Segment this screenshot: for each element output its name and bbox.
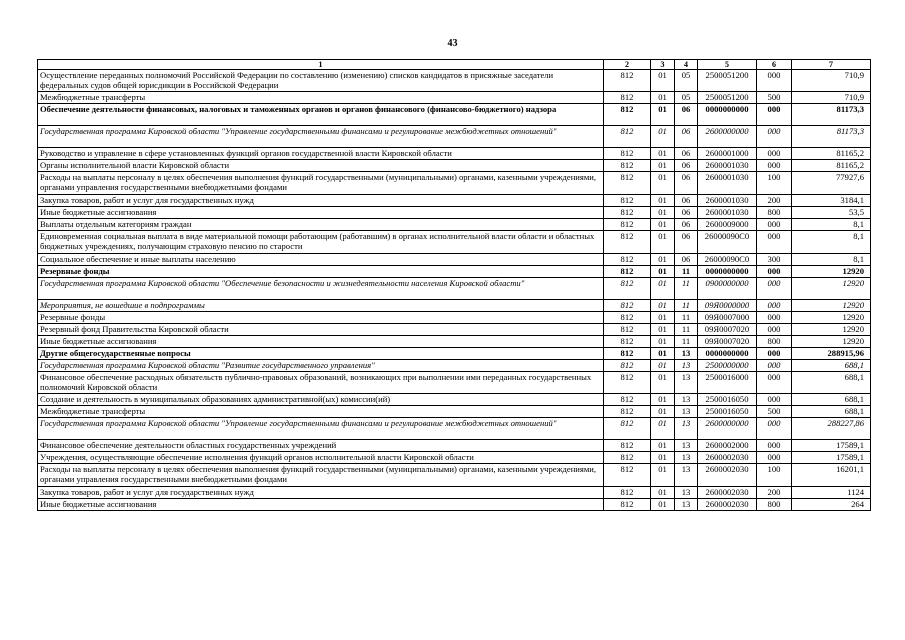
header-row bbox=[38, 60, 871, 70]
section-code-cell: 01 bbox=[651, 464, 675, 487]
amount-cell: 81165,2 bbox=[792, 148, 871, 160]
ved-code-cell: 812 bbox=[604, 104, 651, 126]
row-name-cell: Расходы на выплаты персоналу в целях обеспечения выполнения функций государственными (муниципальными) органами, казенными учреждениями, органами управления государственными внебюджетными фондами bbox=[38, 172, 604, 195]
row-name-cell: Расходы на выплаты персоналу в целях обеспечения выполнения функций государственными (муниципальными) органами, казенными учреждениями, органами управления государственными внебюджетными фондами bbox=[38, 464, 604, 487]
expense-type-cell: 800 bbox=[757, 336, 792, 348]
target-article-cell: 0000000000 bbox=[698, 348, 757, 360]
row-name-cell: Руководство и управление в сфере установленных функций органов государственной власти Кировской области bbox=[38, 148, 604, 160]
amount-cell: 688,1 bbox=[792, 394, 871, 406]
expense-type-cell: 000 bbox=[757, 278, 792, 300]
budget-table bbox=[37, 59, 871, 511]
subsection-code-cell: 13 bbox=[675, 394, 698, 406]
expense-type-cell: 500 bbox=[757, 406, 792, 418]
subsection-code-cell: 13 bbox=[675, 487, 698, 499]
table-row bbox=[38, 148, 871, 160]
amount-cell: 12920 bbox=[792, 324, 871, 336]
section-code-cell: 01 bbox=[651, 487, 675, 499]
target-article-cell: 26000090С0 bbox=[698, 254, 757, 266]
table-row bbox=[38, 418, 871, 440]
ved-code-cell: 812 bbox=[604, 207, 651, 219]
ved-code-cell: 812 bbox=[604, 464, 651, 487]
ved-code-cell: 812 bbox=[604, 406, 651, 418]
target-article-cell: 2500051200 bbox=[698, 92, 757, 104]
section-code-cell: 01 bbox=[651, 266, 675, 278]
subsection-code-cell: 13 bbox=[675, 360, 698, 372]
target-article-cell: 2600002030 bbox=[698, 487, 757, 499]
expense-type-cell: 000 bbox=[757, 324, 792, 336]
section-code-cell: 01 bbox=[651, 219, 675, 231]
section-code-cell: 01 bbox=[651, 394, 675, 406]
expense-type-cell: 000 bbox=[757, 160, 792, 172]
subsection-code-cell: 06 bbox=[675, 126, 698, 148]
target-article-cell: 2500016050 bbox=[698, 394, 757, 406]
target-article-cell: 09Я0007020 bbox=[698, 324, 757, 336]
ved-code-cell: 812 bbox=[604, 172, 651, 195]
section-code-cell: 01 bbox=[651, 324, 675, 336]
subsection-code-cell: 13 bbox=[675, 372, 698, 394]
row-name-cell: Мероприятия, не вошедшие в подпрограммы bbox=[38, 300, 604, 312]
expense-type-cell: 000 bbox=[757, 104, 792, 126]
row-name-cell: Единовременная социальная выплата в виде материальной помощи работающим (работавшим) в органах исполнительной власти области и областных бюджетных учреждениях, получающим страховую пенсию по старости bbox=[38, 231, 604, 254]
amount-cell: 16201,1 bbox=[792, 464, 871, 487]
subsection-code-cell: 13 bbox=[675, 348, 698, 360]
subsection-code-cell: 06 bbox=[675, 148, 698, 160]
row-name-cell: Резервные фонды bbox=[38, 312, 604, 324]
amount-cell: 688,1 bbox=[792, 360, 871, 372]
header-cell-amount: 7 bbox=[792, 60, 871, 70]
ved-code-cell: 812 bbox=[604, 254, 651, 266]
subsection-code-cell: 06 bbox=[675, 172, 698, 195]
table-row bbox=[38, 207, 871, 219]
table-row bbox=[38, 312, 871, 324]
table-row bbox=[38, 487, 871, 499]
row-name-cell: Социальное обеспечение и иные выплаты населению bbox=[38, 254, 604, 266]
subsection-code-cell: 06 bbox=[675, 231, 698, 254]
expense-type-cell: 000 bbox=[757, 300, 792, 312]
section-code-cell: 01 bbox=[651, 195, 675, 207]
expense-type-cell: 000 bbox=[757, 70, 792, 92]
table-row bbox=[38, 278, 871, 300]
ved-code-cell: 812 bbox=[604, 348, 651, 360]
row-name-cell: Государственная программа Кировской области "Обеспечение безопасности и жизнедеятельности населения Кировской области" bbox=[38, 278, 604, 300]
target-article-cell: 0000000000 bbox=[698, 104, 757, 126]
section-code-cell: 01 bbox=[651, 278, 675, 300]
row-name-cell: Иные бюджетные ассигнования bbox=[38, 207, 604, 219]
header-cell-name: 1 bbox=[38, 60, 604, 70]
table-row bbox=[38, 372, 871, 394]
amount-cell: 288227,86 bbox=[792, 418, 871, 440]
subsection-code-cell: 13 bbox=[675, 440, 698, 452]
table-row bbox=[38, 336, 871, 348]
amount-cell: 1124 bbox=[792, 487, 871, 499]
row-name-cell: Межбюджетные трансферты bbox=[38, 406, 604, 418]
section-code-cell: 01 bbox=[651, 254, 675, 266]
target-article-cell: 2600009000 bbox=[698, 219, 757, 231]
row-name-cell: Осуществление переданных полномочий Российской Федерации по составлению (изменению) списков кандидатов в присяжные заседатели федеральных судов общей юрисдикции в Российской Федерации bbox=[38, 70, 604, 92]
ved-code-cell: 812 bbox=[604, 360, 651, 372]
ved-code-cell: 812 bbox=[604, 300, 651, 312]
amount-cell: 8,1 bbox=[792, 231, 871, 254]
row-name-cell: Обеспечение деятельности финансовых, налоговых и таможенных органов и органов финансового (финансово-бюджетного) надзора bbox=[38, 104, 604, 126]
subsection-code-cell: 06 bbox=[675, 254, 698, 266]
expense-type-cell: 200 bbox=[757, 195, 792, 207]
row-name-cell: Резервные фонды bbox=[38, 266, 604, 278]
amount-cell: 12920 bbox=[792, 266, 871, 278]
amount-cell: 77927,6 bbox=[792, 172, 871, 195]
row-name-cell: Другие общегосударственные вопросы bbox=[38, 348, 604, 360]
amount-cell: 710,9 bbox=[792, 70, 871, 92]
table-row bbox=[38, 219, 871, 231]
amount-cell: 12920 bbox=[792, 278, 871, 300]
ved-code-cell: 812 bbox=[604, 440, 651, 452]
table-row bbox=[38, 452, 871, 464]
subsection-code-cell: 11 bbox=[675, 324, 698, 336]
ved-code-cell: 812 bbox=[604, 148, 651, 160]
ved-code-cell: 812 bbox=[604, 336, 651, 348]
table-row bbox=[38, 70, 871, 92]
section-code-cell: 01 bbox=[651, 452, 675, 464]
table-row bbox=[38, 348, 871, 360]
section-code-cell: 01 bbox=[651, 440, 675, 452]
expense-type-cell: 000 bbox=[757, 418, 792, 440]
expense-type-cell: 000 bbox=[757, 452, 792, 464]
table-row bbox=[38, 300, 871, 312]
expense-type-cell: 000 bbox=[757, 440, 792, 452]
table-row bbox=[38, 92, 871, 104]
target-article-cell: 2600002000 bbox=[698, 440, 757, 452]
target-article-cell: 2600002030 bbox=[698, 464, 757, 487]
row-name-cell: Иные бюджетные ассигнования bbox=[38, 499, 604, 511]
table-row bbox=[38, 195, 871, 207]
row-name-cell: Органы исполнительной власти Кировской области bbox=[38, 160, 604, 172]
header-cell-target-article: 5 bbox=[698, 60, 757, 70]
target-article-cell: 2500051200 bbox=[698, 70, 757, 92]
ved-code-cell: 812 bbox=[604, 126, 651, 148]
row-name-cell: Финансовое обеспечение расходных обязательств публично-правовых образований, возникающих при выполнении ими переданных государственных полномочий Кировской области bbox=[38, 372, 604, 394]
section-code-cell: 01 bbox=[651, 172, 675, 195]
expense-type-cell: 100 bbox=[757, 464, 792, 487]
section-code-cell: 01 bbox=[651, 336, 675, 348]
amount-cell: 53,5 bbox=[792, 207, 871, 219]
amount-cell: 17589,1 bbox=[792, 440, 871, 452]
section-code-cell: 01 bbox=[651, 499, 675, 511]
subsection-code-cell: 06 bbox=[675, 160, 698, 172]
amount-cell: 688,1 bbox=[792, 406, 871, 418]
section-code-cell: 01 bbox=[651, 231, 675, 254]
subsection-code-cell: 11 bbox=[675, 300, 698, 312]
amount-cell: 12920 bbox=[792, 336, 871, 348]
expense-type-cell: 500 bbox=[757, 92, 792, 104]
table-row bbox=[38, 160, 871, 172]
amount-cell: 17589,1 bbox=[792, 452, 871, 464]
subsection-code-cell: 06 bbox=[675, 104, 698, 126]
expense-type-cell: 000 bbox=[757, 231, 792, 254]
amount-cell: 81173,3 bbox=[792, 104, 871, 126]
expense-type-cell: 000 bbox=[757, 312, 792, 324]
row-name-cell: Государственная программа Кировской области "Развитие государственного управления" bbox=[38, 360, 604, 372]
section-code-cell: 01 bbox=[651, 92, 675, 104]
section-code-cell: 01 bbox=[651, 312, 675, 324]
section-code-cell: 01 bbox=[651, 160, 675, 172]
row-name-cell: Финансовое обеспечение деятельности областных государственных учреждений bbox=[38, 440, 604, 452]
target-article-cell: 2600002030 bbox=[698, 452, 757, 464]
ved-code-cell: 812 bbox=[604, 324, 651, 336]
row-name-cell: Государственная программа Кировской области "Управление государственными финансами и регулирование межбюджетных отношений" bbox=[38, 126, 604, 148]
table-row bbox=[38, 254, 871, 266]
target-article-cell: 2600000000 bbox=[698, 418, 757, 440]
target-article-cell: 2600001000 bbox=[698, 148, 757, 160]
section-code-cell: 01 bbox=[651, 300, 675, 312]
row-name-cell: Закупка товаров, работ и услуг для государственных нужд bbox=[38, 195, 604, 207]
row-name-cell: Учреждения, осуществляющие обеспечение исполнения функций органов исполнительной власти Кировской области bbox=[38, 452, 604, 464]
target-article-cell: 2500016050 bbox=[698, 406, 757, 418]
amount-cell: 688,1 bbox=[792, 372, 871, 394]
subsection-code-cell: 13 bbox=[675, 406, 698, 418]
ved-code-cell: 812 bbox=[604, 92, 651, 104]
row-name-cell: Выплаты отдельным категориям граждан bbox=[38, 219, 604, 231]
target-article-cell: 2600002030 bbox=[698, 499, 757, 511]
table-row bbox=[38, 231, 871, 254]
table-row bbox=[38, 394, 871, 406]
table-row bbox=[38, 499, 871, 511]
section-code-cell: 01 bbox=[651, 104, 675, 126]
target-article-cell: 26000090С0 bbox=[698, 231, 757, 254]
table-row bbox=[38, 266, 871, 278]
subsection-code-cell: 13 bbox=[675, 499, 698, 511]
target-article-cell: 09Я0000000 bbox=[698, 300, 757, 312]
subsection-code-cell: 11 bbox=[675, 336, 698, 348]
header-cell-subsection: 4 bbox=[675, 60, 698, 70]
amount-cell: 12920 bbox=[792, 300, 871, 312]
row-name-cell: Иные бюджетные ассигнования bbox=[38, 336, 604, 348]
ved-code-cell: 812 bbox=[604, 372, 651, 394]
ved-code-cell: 812 bbox=[604, 452, 651, 464]
target-article-cell: 09Я0007020 bbox=[698, 336, 757, 348]
table-row bbox=[38, 440, 871, 452]
expense-type-cell: 100 bbox=[757, 172, 792, 195]
expense-type-cell: 000 bbox=[757, 360, 792, 372]
table-body bbox=[38, 70, 871, 511]
amount-cell: 81173,3 bbox=[792, 126, 871, 148]
ved-code-cell: 812 bbox=[604, 278, 651, 300]
ved-code-cell: 812 bbox=[604, 219, 651, 231]
section-code-cell: 01 bbox=[651, 372, 675, 394]
page-number: 43 bbox=[447, 38, 458, 49]
subsection-code-cell: 11 bbox=[675, 278, 698, 300]
expense-type-cell: 800 bbox=[757, 207, 792, 219]
expense-type-cell: 000 bbox=[757, 348, 792, 360]
target-article-cell: 2600001030 bbox=[698, 172, 757, 195]
ved-code-cell: 812 bbox=[604, 499, 651, 511]
amount-cell: 288915,96 bbox=[792, 348, 871, 360]
target-article-cell: 0000000000 bbox=[698, 266, 757, 278]
section-code-cell: 01 bbox=[651, 406, 675, 418]
target-article-cell: 2500000000 bbox=[698, 360, 757, 372]
expense-type-cell: 000 bbox=[757, 219, 792, 231]
subsection-code-cell: 05 bbox=[675, 92, 698, 104]
subsection-code-cell: 05 bbox=[675, 70, 698, 92]
expense-type-cell: 000 bbox=[757, 266, 792, 278]
ved-code-cell: 812 bbox=[604, 266, 651, 278]
section-code-cell: 01 bbox=[651, 126, 675, 148]
expense-type-cell: 000 bbox=[757, 394, 792, 406]
target-article-cell: 2600001030 bbox=[698, 160, 757, 172]
table-row bbox=[38, 360, 871, 372]
ved-code-cell: 812 bbox=[604, 418, 651, 440]
subsection-code-cell: 11 bbox=[675, 266, 698, 278]
target-article-cell: 2500016000 bbox=[698, 372, 757, 394]
ved-code-cell: 812 bbox=[604, 487, 651, 499]
ved-code-cell: 812 bbox=[604, 70, 651, 92]
subsection-code-cell: 13 bbox=[675, 464, 698, 487]
amount-cell: 8,1 bbox=[792, 219, 871, 231]
row-name-cell: Государственная программа Кировской области "Управление государственными финансами и регулирование межбюджетных отношений" bbox=[38, 418, 604, 440]
header-cell-ved: 2 bbox=[604, 60, 651, 70]
subsection-code-cell: 06 bbox=[675, 207, 698, 219]
target-article-cell: 2600001030 bbox=[698, 207, 757, 219]
table-row bbox=[38, 464, 871, 487]
subsection-code-cell: 06 bbox=[675, 219, 698, 231]
target-article-cell: 09Я0007000 bbox=[698, 312, 757, 324]
ved-code-cell: 812 bbox=[604, 231, 651, 254]
section-code-cell: 01 bbox=[651, 70, 675, 92]
section-code-cell: 01 bbox=[651, 348, 675, 360]
table-row bbox=[38, 104, 871, 126]
expense-type-cell: 000 bbox=[757, 148, 792, 160]
ved-code-cell: 812 bbox=[604, 195, 651, 207]
expense-type-cell: 200 bbox=[757, 487, 792, 499]
expense-type-cell: 800 bbox=[757, 499, 792, 511]
row-name-cell: Резервный фонд Правительства Кировской области bbox=[38, 324, 604, 336]
subsection-code-cell: 06 bbox=[675, 195, 698, 207]
amount-cell: 12920 bbox=[792, 312, 871, 324]
expense-type-cell: 000 bbox=[757, 372, 792, 394]
subsection-code-cell: 13 bbox=[675, 452, 698, 464]
target-article-cell: 2600001030 bbox=[698, 195, 757, 207]
row-name-cell: Создание и деятельность в муниципальных образованиях административной(ых) комиссии(ий) bbox=[38, 394, 604, 406]
row-name-cell: Закупка товаров, работ и услуг для государственных нужд bbox=[38, 487, 604, 499]
expense-type-cell: 000 bbox=[757, 126, 792, 148]
table-row bbox=[38, 172, 871, 195]
section-code-cell: 01 bbox=[651, 148, 675, 160]
header-cell-section: 3 bbox=[651, 60, 675, 70]
row-name-cell: Межбюджетные трансферты bbox=[38, 92, 604, 104]
ved-code-cell: 812 bbox=[604, 394, 651, 406]
amount-cell: 3184,1 bbox=[792, 195, 871, 207]
table-row bbox=[38, 406, 871, 418]
section-code-cell: 01 bbox=[651, 360, 675, 372]
section-code-cell: 01 bbox=[651, 418, 675, 440]
target-article-cell: 2600000000 bbox=[698, 126, 757, 148]
ved-code-cell: 812 bbox=[604, 312, 651, 324]
subsection-code-cell: 13 bbox=[675, 418, 698, 440]
header-cell-expense-type: 6 bbox=[757, 60, 792, 70]
amount-cell: 710,9 bbox=[792, 92, 871, 104]
amount-cell: 81165,2 bbox=[792, 160, 871, 172]
section-code-cell: 01 bbox=[651, 207, 675, 219]
expense-type-cell: 300 bbox=[757, 254, 792, 266]
amount-cell: 8,1 bbox=[792, 254, 871, 266]
ved-code-cell: 812 bbox=[604, 160, 651, 172]
amount-cell: 264 bbox=[792, 499, 871, 511]
subsection-code-cell: 11 bbox=[675, 312, 698, 324]
target-article-cell: 0900000000 bbox=[698, 278, 757, 300]
table-row bbox=[38, 126, 871, 148]
table-row bbox=[38, 324, 871, 336]
